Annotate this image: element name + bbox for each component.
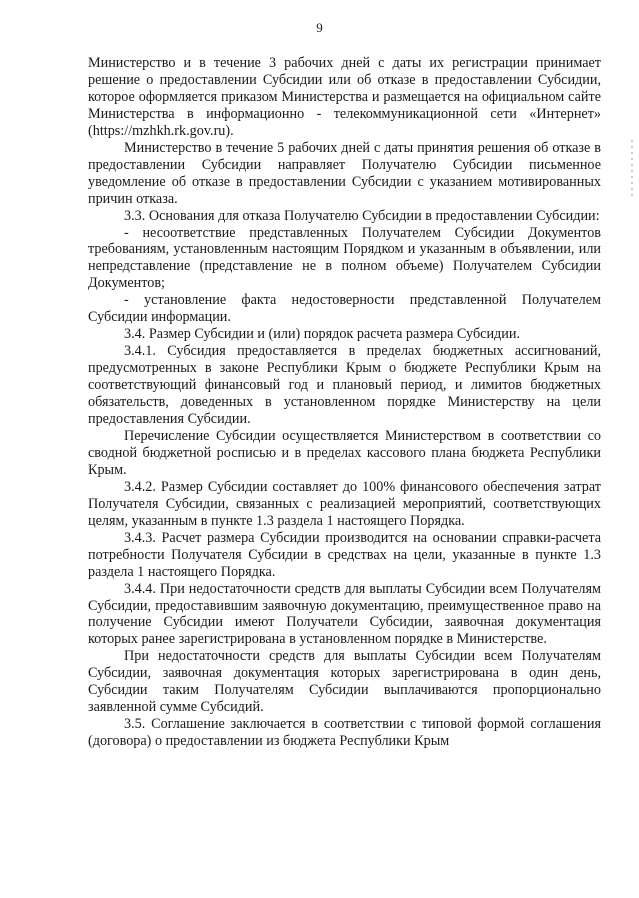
document-body [88,55,601,750]
paragraph-3-4-4: 3.4.4. При недостаточности средств для выплаты Субсидии всем Получателям Субсидии, предоставившим заявочную документацию, преимущественное право на получение Субсидии имеют Получатели Субсидии, заявочная документация которых ранее зарегистрирована в установленном порядке в Министерстве. [88,580,601,648]
page-number: 9 [316,20,323,35]
paragraph-transfer: Перечисление Субсидии осуществляется Министерством в соответствии со сводной бюджетной росписью и в пределах кассового плана бюджета Республики Крым. [88,427,601,478]
paragraph-insufficient-funds: При недостаточности средств для выплаты Субсидии всем Получателям Субсидии, заявочная документация которых зарегистрирована в один день, Субсидии таким Получателям Субсидии выплачиваются пропорционально заявленной сумме Субсидий. [88,648,601,716]
paragraph-3-4-2: 3.4.2. Размер Субсидии составляет до 100% финансового обеспечения затрат Получателя Субсидии, связанных с реализацией мероприятий, соответствующих целям, указанным в пункте 1.3 раздела 1 настоящего Порядка. [88,478,601,529]
scan-margin-mark [631,140,633,200]
paragraph-3-4-heading: 3.4. Размер Субсидии и (или) порядок расчета размера Субсидии. [124,326,521,343]
paragraph-3-3-item-2: - установление факта недостоверности представленной Получателем Субсидии информации. [88,292,601,326]
paragraph-3-3-heading: 3.3. Основания для отказа Получателю Субсидии в предоставлении Субсидии: [124,207,600,224]
paragraph-3-4-3: 3.4.3. Расчет размера Субсидии производится на основании справки-расчета потребности Получателя Субсидии в средствах на цели, указанные в пункте 1.3 раздела 1 настоящего Порядка. [88,529,601,580]
paragraph-3-5: 3.5. Соглашение заключается в соответствии с типовой формой соглашения (договора) о предоставлении из бюджета Республики Крым [88,716,601,750]
paragraph-refusal-notice: Министерство в течение 5 рабочих дней с даты принятия решения об отказе в предоставлении Субсидии направляет Получателю Субсидии письменное уведомление об отказе в предоставлении Субсидии с указанием мотивированных причин отказа. [88,139,601,207]
paragraph-3-3-item-1: - несоответствие представленных Получателем Субсидии Документов требованиям, установленным настоящим Порядком и указанным в объявлении, или непредставление (представление не в полном объеме) Получателем Субсидии Документов; [88,224,601,292]
paragraph-decision: Министерство и в течение 3 рабочих дней с даты их регистрации принимает решение о предоставлении Субсидии или об отказе в предоставлении Субсидии, которое оформляется приказом Министерства и размещается на официальном сайте Министерства в информационно - телекоммуникационной сети «Интернет» (https://mzhkh.rk.gov.ru). [88,55,601,139]
paragraph-3-4-1: 3.4.1. Субсидия предоставляется в пределах бюджетных ассигнований, предусмотренных в законе Республики Крым о бюджете Республики Крым на соответствующий финансовый год и плановый период, и лимитов бюджетных обязательств, доведенных в установленном порядке Министерству на цели предоставления Субсидии. [88,343,601,428]
